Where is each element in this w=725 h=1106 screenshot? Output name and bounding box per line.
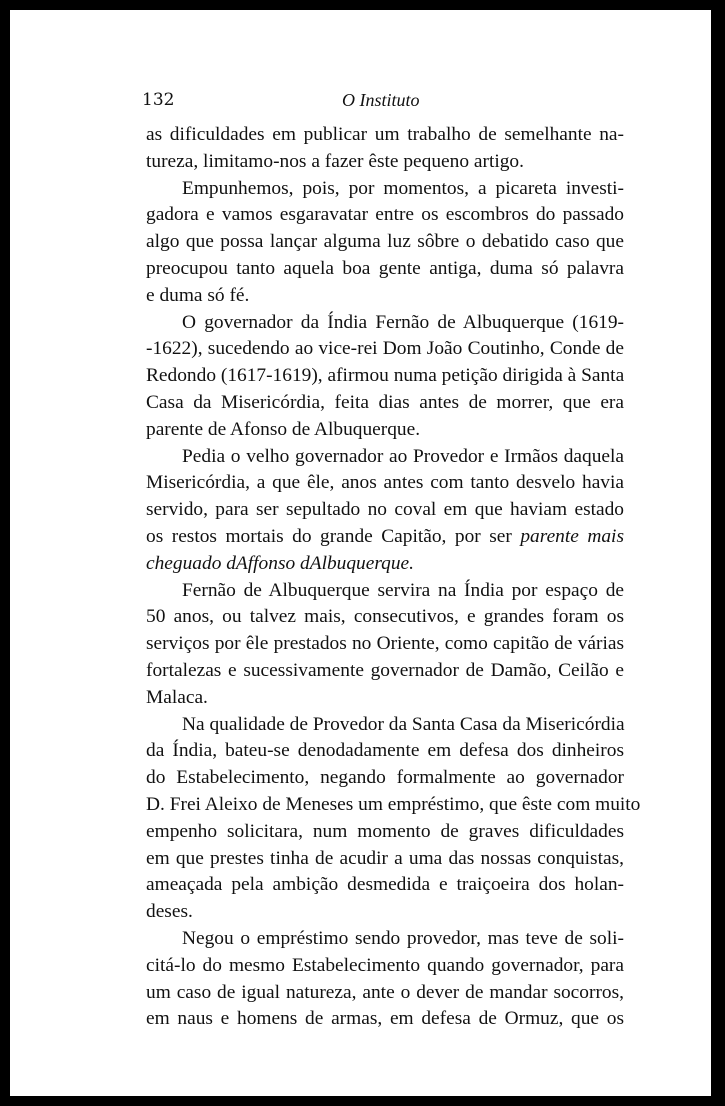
text-line: e duma só fé.: [146, 284, 250, 306]
text-line: Na qualidade de Provedor da Santa Casa da Misericórdia: [182, 713, 625, 735]
text-line: servido, para ser sepultado no coval em que haviam estado: [146, 499, 624, 521]
body-text: [146, 122, 641, 1033]
page-header: [10, 90, 711, 114]
text-line: fortalezas e sucessivamente governador de Damão, Ceilão e: [146, 659, 624, 681]
text-line: em naus e homens de armas, em defesa de Ormuz, que os: [146, 1008, 624, 1030]
text-line: Pedia o velho governador ao Provedor e Irmãos daquela: [182, 445, 624, 467]
page: [10, 10, 711, 1096]
text-line: gadora e vamos esgaravatar entre os escombros do passado: [146, 204, 624, 226]
paragraph: [146, 578, 624, 712]
paragraph: [146, 122, 624, 176]
paragraph: [146, 310, 624, 444]
italic-quote: parente mais: [520, 525, 624, 547]
text-line: algo que possa lançar alguma luz sôbre o debatido caso que: [146, 231, 624, 253]
text-line: da Índia, bateu-se denodadamente em defesa dos dinheiros: [146, 740, 624, 762]
paragraph: [146, 712, 641, 926]
text-line: D. Frei Aleixo de Meneses um empréstimo, que êste com muito: [146, 793, 641, 815]
text-line: parente de Afonso de Albuquerque.: [146, 418, 421, 440]
text-line: Misericórdia, a que êle, anos antes com tanto desvelo havia: [146, 472, 624, 494]
text-line: Redondo (1617-1619), afirmou numa petição dirigida à Santa: [146, 365, 625, 387]
text-line-segment: os restos mortais do grande Capitão, por ser: [146, 525, 512, 547]
running-title: O Instituto: [342, 90, 420, 110]
paragraph: [146, 176, 624, 310]
text-line: Negou o empréstimo sendo provedor, mas teve de soli-: [182, 927, 624, 949]
text-line: serviços por êle prestados no Oriente, como capitão de várias: [146, 633, 624, 655]
text-line: Malaca.: [146, 686, 208, 708]
text-line: Fernão de Albuquerque servira na Índia por espaço de: [182, 579, 624, 601]
text-line: Empunhemos, pois, por momentos, a picareta investi-: [182, 177, 624, 199]
text-line: Casa da Misericórdia, feita dias antes de morrer, que era: [146, 391, 624, 413]
text-line: as dificuldades em publicar um trabalho de semelhante na-: [146, 124, 624, 145]
italic-quote-line: cheguado dAffonso dAlbuquerque.: [146, 552, 415, 574]
text-line: [146, 524, 624, 551]
text-line: ameaçada pela ambição desmedida e traiçoeira dos holan-: [146, 874, 624, 896]
paragraph: [146, 444, 624, 578]
text-line: do Estabelecimento, negando formalmente ao governador: [146, 767, 624, 789]
text-line: tureza, limitamo-nos a fazer êste pequeno artigo.: [146, 150, 524, 172]
text-line: O governador da Índia Fernão de Albuquerque (1619-: [182, 311, 624, 333]
text-line: um caso de igual natureza, ante o dever de mandar socorros,: [146, 981, 624, 1003]
page-number: 132: [142, 90, 175, 110]
text-line: -1622), sucedendo ao vice-rei Dom João Coutinho, Conde de: [146, 338, 624, 360]
text-line: citá-lo do mesmo Estabelecimento quando governador, para: [146, 954, 624, 976]
text-line: 50 anos, ou talvez mais, consecutivos, e grandes foram os: [146, 606, 624, 628]
paragraph: [146, 926, 624, 1033]
text-line: em que prestes tinha de acudir a uma das nossas conquistas,: [146, 847, 624, 869]
text-line: empenho solicitara, num momento de graves dificuldades: [146, 820, 624, 842]
text-line: deses.: [146, 901, 193, 923]
text-line: preocupou tanto aquela boa gente antiga, duma só palavra: [146, 257, 624, 279]
